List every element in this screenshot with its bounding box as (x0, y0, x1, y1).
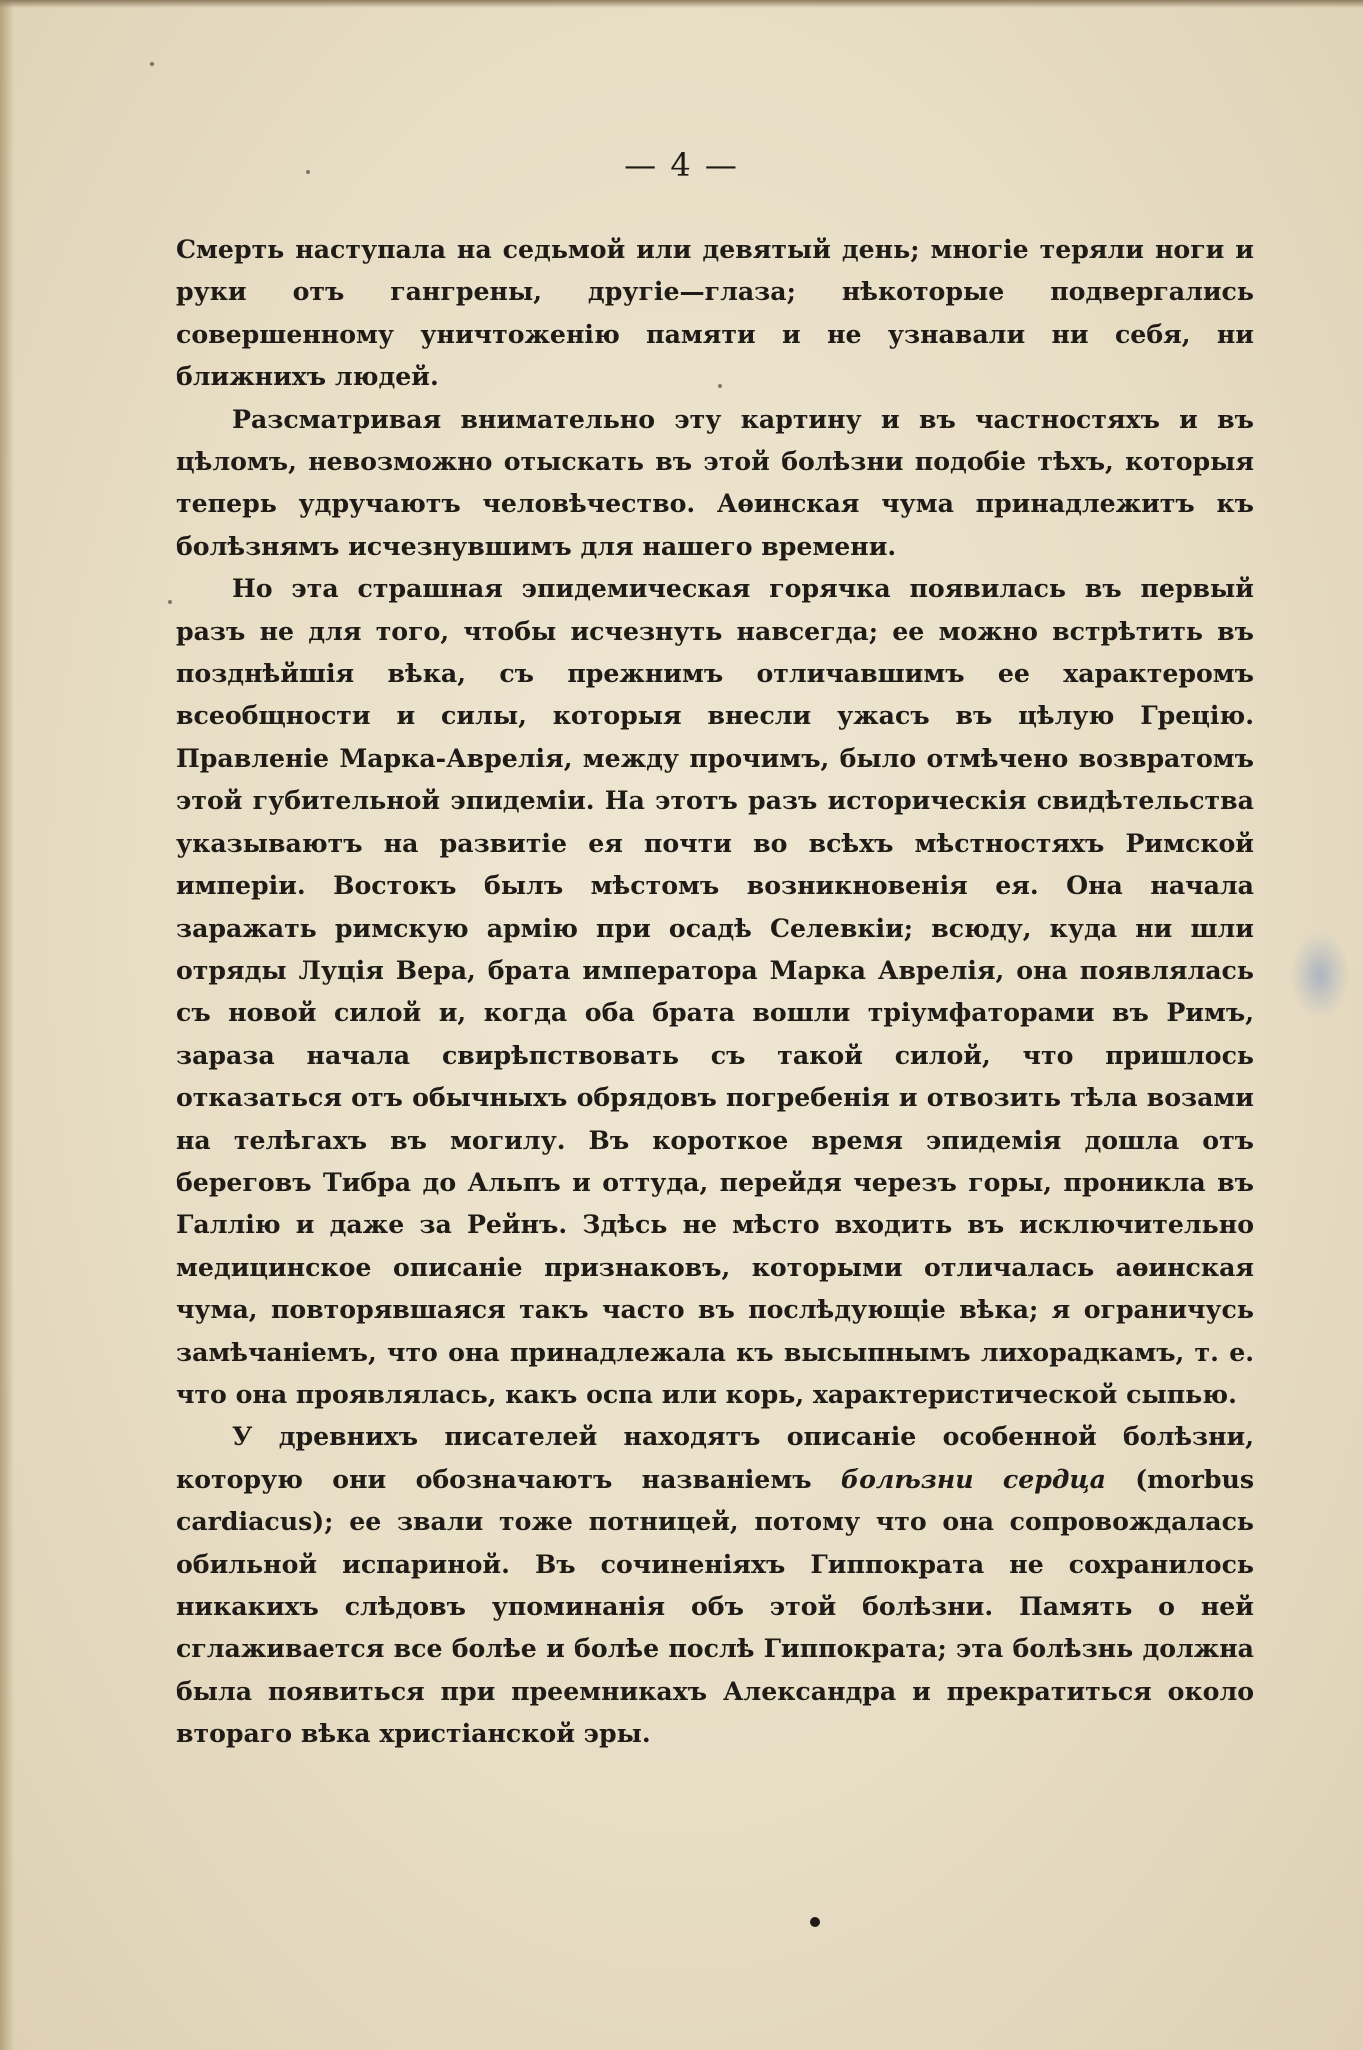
paragraph-3: Но эта страшная эпидемическая горячка появилась въ первый разъ не для того, чтобы исчезнуть навсегда; ее можно встрѣтить въ позднѣйшія вѣка, съ прежнимъ отличавшимъ ее характеромъ всеобщности и силы, которыя внесли ужасъ въ цѣлую Грецію. Правленіе Марка-Аврелія, между прочимъ, было отмѣчено возвратомъ этой губительной эпидеміи. На этотъ разъ историческія свидѣтельства указываютъ на развитіе ея почти во всѣхъ мѣстностяхъ Римской имперіи. Востокъ былъ мѣстомъ возникновенія ея. Она начала заражать римскую армію при осадѣ Селевкіи; всюду, куда ни шли отряды Луція Вера, брата императора Марка Аврелія, она появлялась съ новой силой и, когда оба брата вошли тріумфаторами въ Римъ, зараза начала свирѣпствовать съ такой силой, что пришлось отказаться отъ обычныхъ обрядовъ погребенія и отвозить тѣла возами на телѣгахъ въ могилу. Въ короткое время эпидемія дошла отъ береговъ Тибра до Альпъ и оттуда, перейдя черезъ горы, проникла въ Галлію и даже за Рейнъ. Здѣсь не мѣсто входить въ исключительно медицинское описаніе признаковъ, которыми отличалась аѳинская чума, повторявшаяся такъ часто въ послѣдующіе вѣка; я ограничусь замѣчаніемъ, что она принадлежала къ высыпнымъ лихорадкамъ, т. е. что она проявлялась, какъ оспа или корь, характеристической сыпью. (176, 573, 1254, 1409)
paper-speck (306, 170, 310, 174)
paragraph-1: Смерть наступала на седьмой или девятый день; многіе теряли ноги и руки отъ гангрены, другіе—глаза; нѣкоторые подвергались совершенному уничтоженію памяти и не узнавали ни себя, ни ближнихъ людей. (176, 234, 1254, 392)
paragraph-4-start: У древнихъ писателей находятъ описаніе особенной болѣзни, которую они обозначаютъ названіемъ (176, 1421, 1254, 1494)
paper-speck (168, 600, 172, 604)
page-top-shadow (0, 0, 1363, 8)
page-number: — 4 — (624, 146, 739, 184)
paragraph-4-end: (morbus cardiacus); ее звали тоже потницей, потому что она сопровождалась обильной испариной. Въ сочиненіяхъ Гиппократа не сохранилось никакихъ слѣдовъ упоминанія объ этой болѣзни. Память о ней сглаживается все болѣе и болѣе послѣ Гиппократа; эта болѣзнь должна была появиться при преемникахъ Александра и прекратиться около втораго вѣка христіанской эры. (176, 1463, 1254, 1749)
italic-term: болѣзни сердца (840, 1463, 1106, 1494)
body-text (176, 228, 1254, 1755)
paper-speck (150, 62, 154, 66)
page-left-shadow (0, 0, 14, 2050)
ink-dot (810, 1917, 820, 1927)
blue-ink-stain (1290, 930, 1350, 1020)
paragraph-2: Разсматривая внимательно эту картину и въ частностяхъ и въ цѣломъ, невозможно отыскать въ этой болѣзни подобіе тѣхъ, которыя теперь удручаютъ человѣчество. Аѳинская чума принадлежитъ къ болѣзнямъ исчезнувшимъ для нашего времени. (176, 403, 1254, 561)
paper-speck (718, 384, 722, 388)
paragraph-4 (176, 1415, 1254, 1754)
